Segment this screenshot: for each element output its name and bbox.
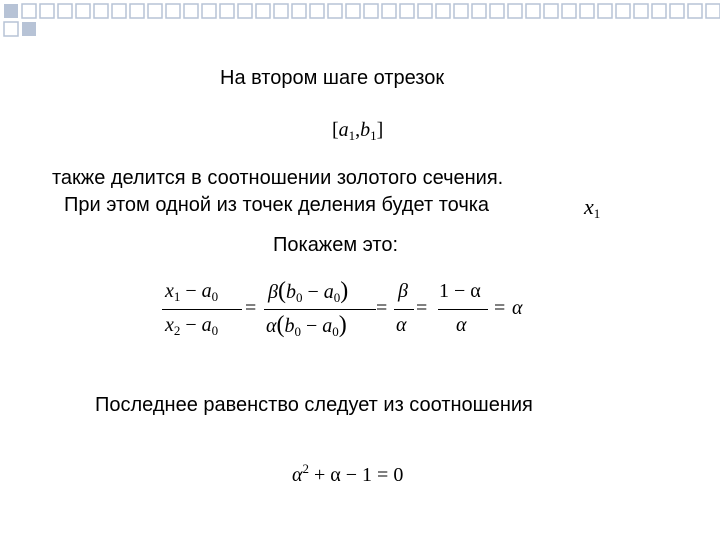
fraction-3-numerator: β — [398, 280, 408, 302]
equals-sign-2: = — [376, 297, 388, 319]
fraction-3-bar — [394, 309, 414, 310]
equals-sign-3: = — [416, 297, 428, 319]
fraction-4-numerator: 1 − α — [439, 280, 481, 302]
line-show-this: Покажем это: — [273, 234, 398, 256]
segment-a1-b1: $[a_1,b_1]$ — [332, 119, 384, 143]
decorative-square — [436, 4, 450, 18]
decorative-square — [364, 4, 378, 18]
line-division-point: При этом одной из точек деления будет точка — [64, 194, 490, 216]
line-last-equality: Последнее равенство следует из соотношения — [95, 394, 533, 416]
decorative-square — [238, 4, 252, 18]
decorative-square — [58, 4, 72, 18]
decorative-square — [544, 4, 558, 18]
decorative-square — [76, 4, 90, 18]
fraction-3-denominator: α — [396, 314, 407, 336]
fraction-1-numerator: $x_1 - a_0$ — [165, 280, 219, 304]
decorative-square — [346, 4, 360, 18]
decorative-square — [184, 4, 198, 18]
decorative-square — [148, 4, 162, 18]
equals-sign-1: = — [245, 297, 257, 319]
decorative-square — [130, 4, 144, 18]
decorative-square — [220, 4, 234, 18]
fraction-1-bar — [162, 309, 242, 310]
decorative-square — [292, 4, 306, 18]
fraction-1-denominator: $x_2 - a_0$ — [165, 314, 219, 338]
decorative-square — [508, 4, 522, 18]
decorative-square — [382, 4, 396, 18]
decorative-square — [418, 4, 432, 18]
decorative-square — [562, 4, 576, 18]
decorative-square — [40, 4, 54, 18]
decorative-square — [616, 4, 630, 18]
decorative-square — [94, 4, 108, 18]
decorative-square — [580, 4, 594, 18]
decorative-square — [688, 4, 702, 18]
line-golden-ratio: также делится в соотношении золотого сечения. — [52, 167, 504, 189]
fraction-4-denominator: α — [456, 314, 467, 336]
decorative-square — [328, 4, 342, 18]
decorative-square — [166, 4, 180, 18]
decorative-square — [256, 4, 270, 18]
fraction-2-numerator: $\beta(b_0 - a_0)$ — [268, 278, 349, 305]
equals-sign-4: = — [494, 297, 506, 319]
point-x1: $x_1$ — [584, 194, 601, 221]
decorative-square — [634, 4, 648, 18]
decorative-square — [472, 4, 486, 18]
decorative-square — [274, 4, 288, 18]
decorative-square — [112, 4, 126, 18]
decorative-square — [652, 4, 666, 18]
equation-rhs-alpha: α — [512, 297, 523, 319]
line-step-two: На втором шаге отрезок — [220, 67, 445, 89]
fraction-4-bar — [438, 309, 488, 310]
decorative-square — [400, 4, 414, 18]
fraction-2-denominator: $\alpha(b_0 - a_0)$ — [266, 312, 347, 339]
decorative-square — [670, 4, 684, 18]
decorative-square — [454, 4, 468, 18]
decorative-square — [202, 4, 216, 18]
fraction-2-bar — [264, 309, 376, 310]
final-equation: $\alpha^2 + \alpha - 1 = 0$ — [292, 461, 404, 486]
decorative-squares — [0, 0, 720, 40]
decorative-square — [310, 4, 324, 18]
decorative-square — [598, 4, 612, 18]
decorative-square — [706, 4, 720, 18]
decorative-square — [490, 4, 504, 18]
decorative-square — [526, 4, 540, 18]
